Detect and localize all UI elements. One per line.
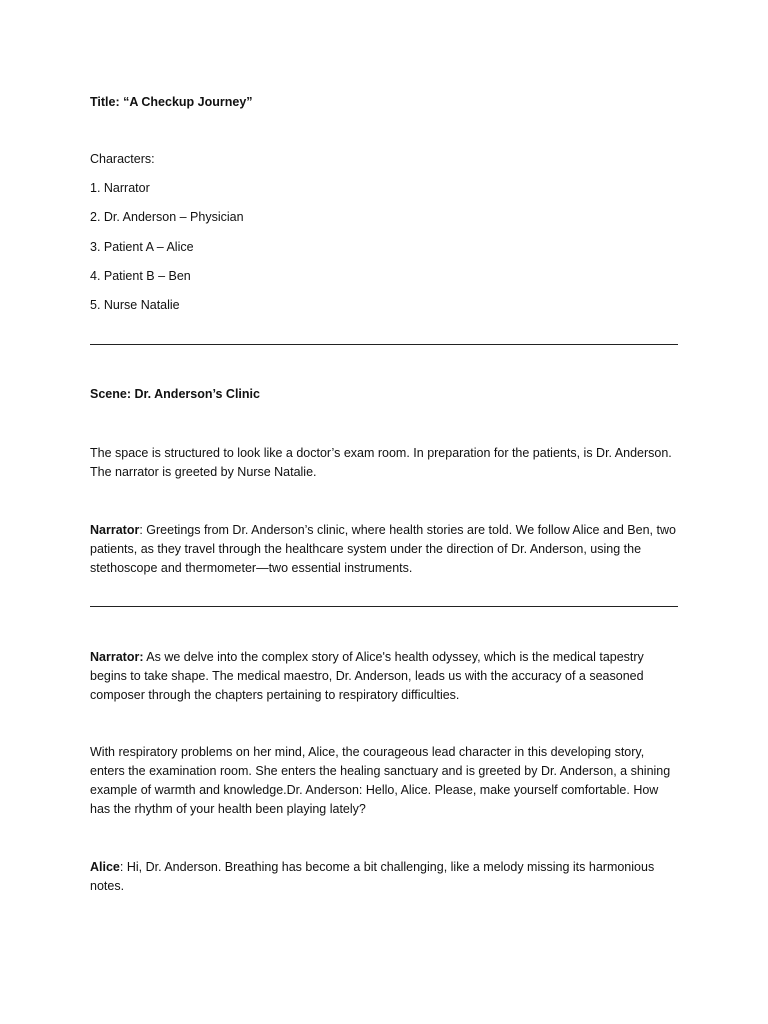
dialogue-text: : Hi, Dr. Anderson. Breathing has become a bit challenging, like a melody missing its harmonious notes.: [90, 860, 655, 893]
alice-line: [90, 858, 680, 896]
character-item: 4. Patient B – Ben: [90, 269, 191, 283]
character-item: 1. Narrator: [90, 181, 150, 195]
section-divider: [90, 344, 678, 345]
character-item: 5. Nurse Natalie: [90, 298, 180, 312]
speaker-name: Narrator: [90, 523, 140, 537]
narrator-line: [90, 648, 680, 705]
scene-heading: Scene: Dr. Anderson’s Clinic: [90, 387, 260, 401]
speaker-name: Narrator:: [90, 650, 144, 664]
speaker-name: Alice: [90, 860, 120, 874]
narrative-paragraph: With respiratory problems on her mind, Alice, the courageous lead character in this developing story, enters the examination room. She enters the healing sanctuary and is greeted by Dr. Anderson, a shining example of warmth and knowledge.Dr. Anderson: Hello, Alice. Please, make yourself comfortable. How has the rhythm of your health been playing lately?: [90, 745, 671, 816]
narrator-line: [90, 521, 680, 578]
dialogue-text: As we delve into the complex story of Alice's health odyssey, which is the medical tapestry begins to take shape. The medical maestro, Dr. Anderson, leads us with the accuracy of a seasoned composer through the chapters pertaining to respiratory difficulties.: [90, 650, 644, 702]
character-item: 2. Dr. Anderson – Physician: [90, 210, 244, 224]
scene-description: The space is structured to look like a doctor’s exam room. In preparation for the patients, is Dr. Anderson. The narrator is greeted by Nurse Natalie.: [90, 446, 672, 479]
section-divider: [90, 606, 678, 607]
document-title: Title: “A Checkup Journey”: [90, 95, 253, 109]
character-item: 3. Patient A – Alice: [90, 240, 194, 254]
dialogue-text: : Greetings from Dr. Anderson’s clinic, where health stories are told. We follow Alice and Ben, two patients, as they travel through the healthcare system under the direction of Dr. Anderson, using the stethoscope and thermometer—two essential instruments.: [90, 523, 676, 575]
characters-heading: Characters:: [90, 152, 155, 166]
